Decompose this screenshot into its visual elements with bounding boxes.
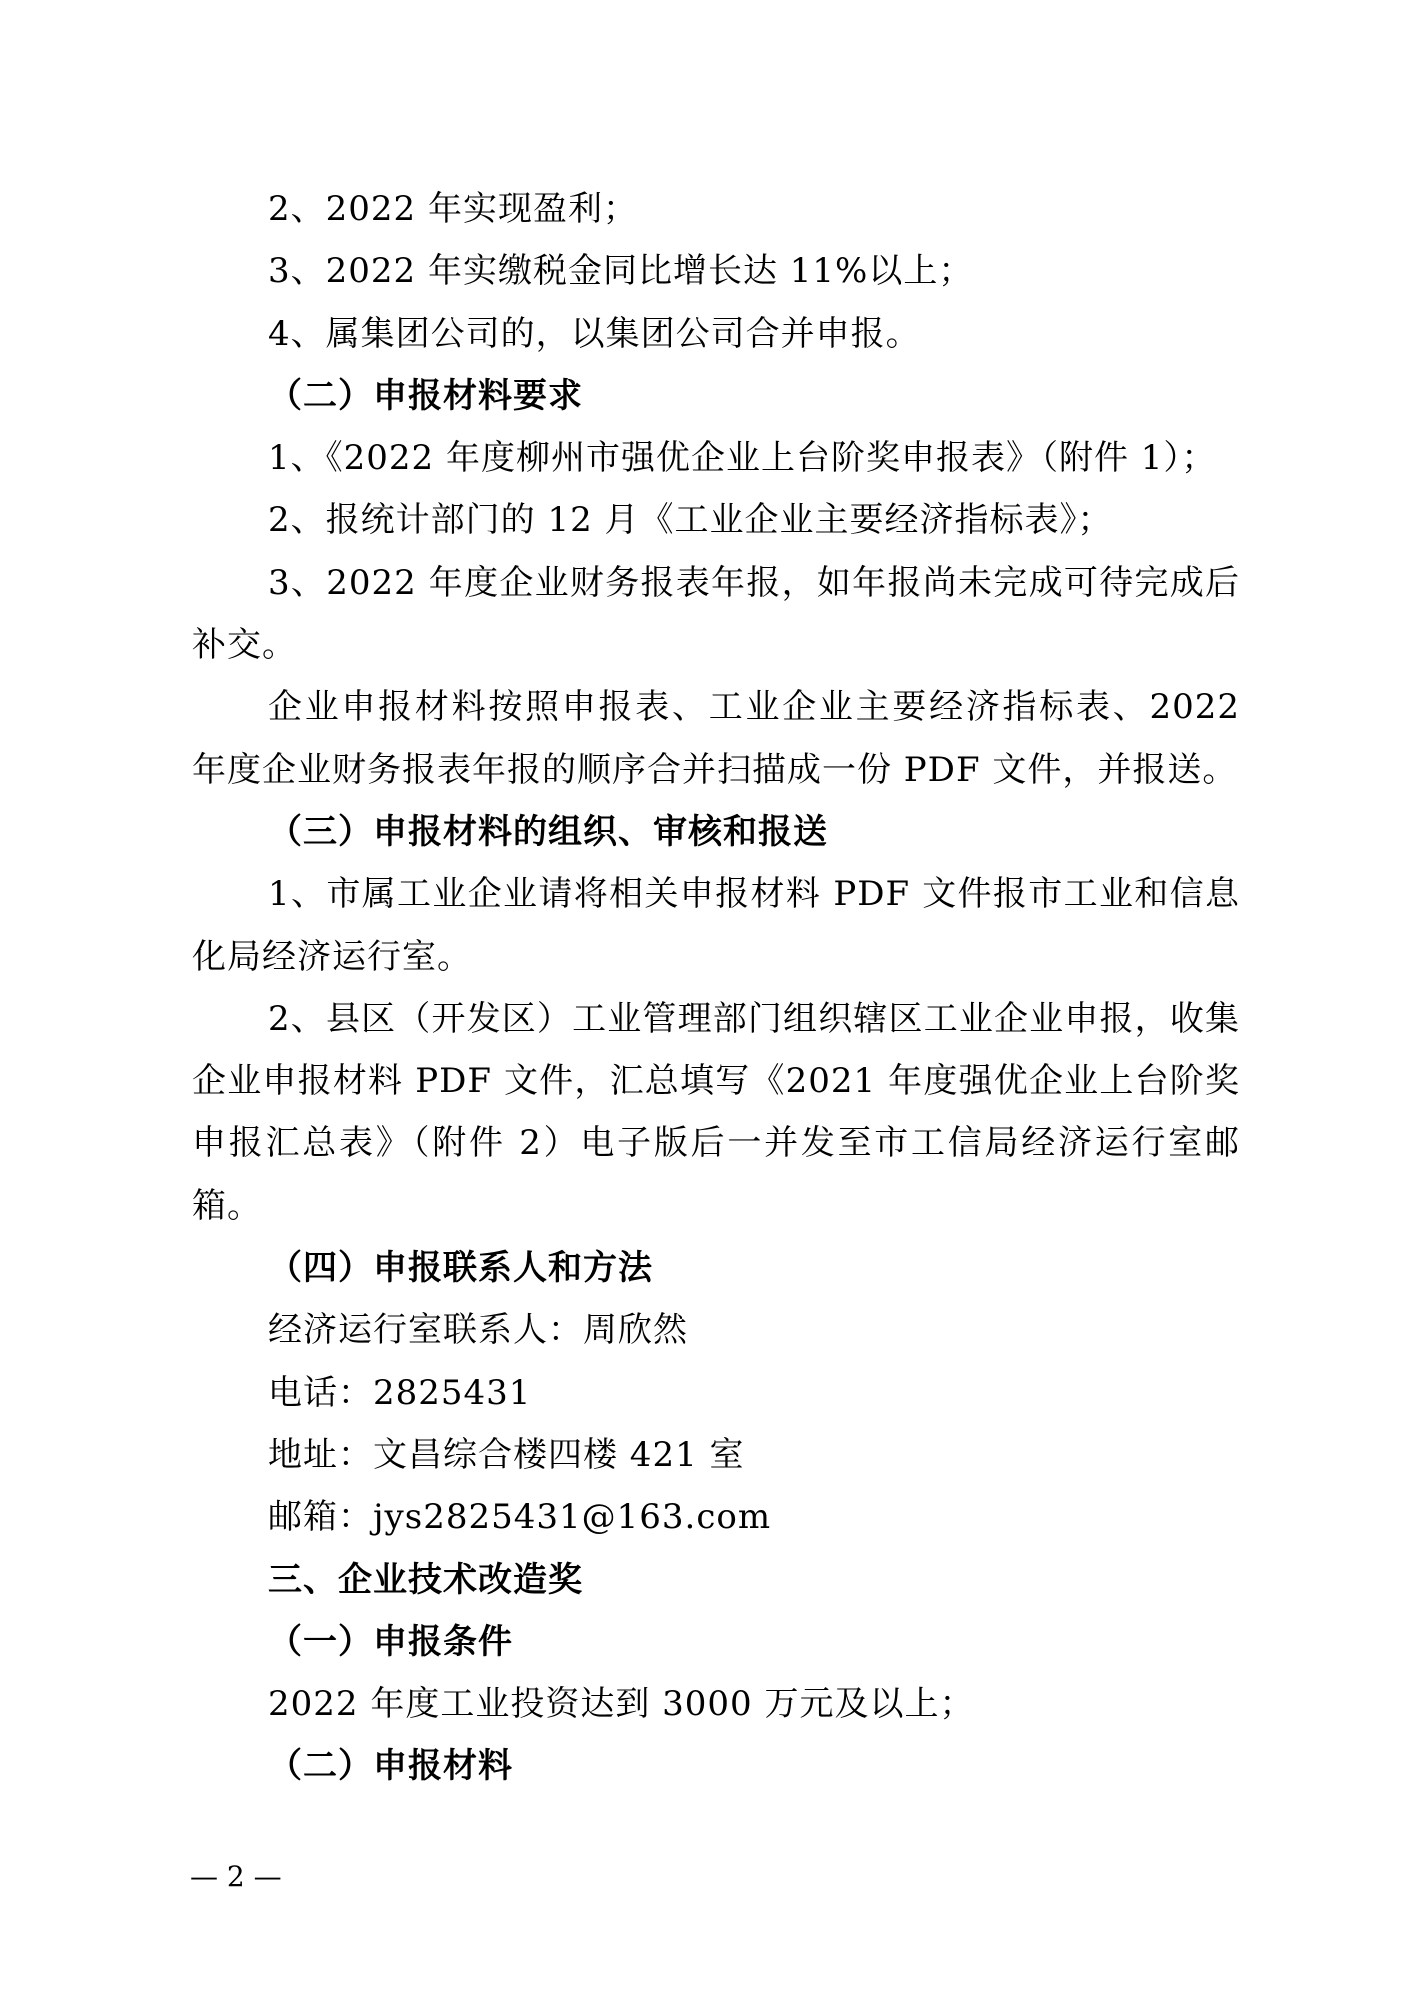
section-heading: （二）申报材料要求 [268, 375, 583, 416]
contact-person: 经济运行室联系人：周欣然 [268, 1310, 688, 1351]
paragraph: 1、市属工业企业请将相关申报材料 PDF 文件报市工业和信息化局经济运行室。 [192, 874, 1240, 977]
paragraph: 4、属集团公司的，以集团公司合并申报。 [268, 313, 921, 354]
section-heading: （二）申报材料 [268, 1746, 513, 1787]
contact-address: 地址：文昌综合楼四楼 421 室 [268, 1434, 745, 1475]
section-heading: （一）申报条件 [268, 1621, 513, 1662]
section-heading: （三）申报材料的组织、审核和报送 [268, 811, 828, 852]
paragraph: 2、报统计部门的 12 月《工业企业主要经济指标表》； [268, 500, 1113, 541]
document-body [192, 178, 1252, 1798]
paragraph: 1、《2022 年度柳州市强优企业上台阶奖申报表》（附件 1）； [268, 438, 1217, 479]
paragraph: 2、县区（开发区）工业管理部门组织辖区工业企业申报，收集企业申报材料 PDF 文件，汇总填写《2021 年度强优企业上台阶奖申报汇总表》（附件 2）电子版后一并发至市工信局经济运行室邮箱。 [192, 998, 1240, 1226]
contact-email: 邮箱：jys2825431@163.com [268, 1497, 772, 1538]
paragraph: 3、2022 年度企业财务报表年报，如年报尚未完成可待完成后补交。 [192, 562, 1240, 666]
contact-phone: 电话：2825431 [268, 1372, 532, 1413]
section-heading: 三、企业技术改造奖 [268, 1559, 583, 1600]
page-number: — 2 — [190, 1860, 282, 1893]
paragraph: 2022 年度工业投资达到 3000 万元及以上； [268, 1684, 975, 1725]
section-heading: （四）申报联系人和方法 [268, 1248, 653, 1289]
paragraph: 企业申报材料按照申报表、工业企业主要经济指标表、2022 年度企业财务报表年报的顺序合并扫描成一份 PDF 文件，并报送。 [192, 687, 1252, 790]
paragraph: 3、2022 年实缴税金同比增长达 11%以上； [268, 251, 974, 292]
paragraph: 2、2022 年实现盈利； [268, 189, 638, 229]
